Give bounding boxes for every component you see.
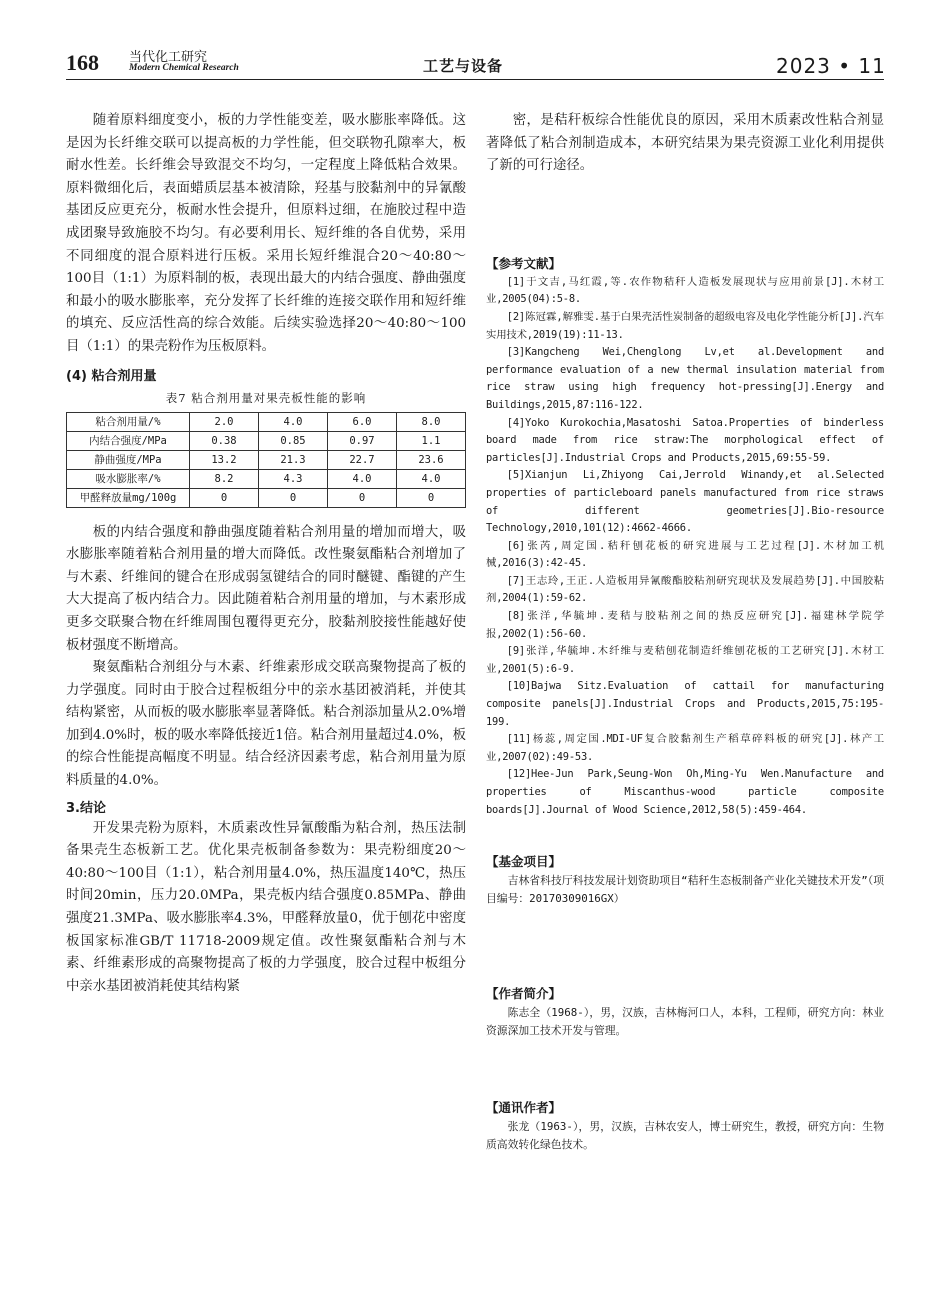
table-row bbox=[67, 431, 466, 450]
reference-item: [1]于文吉,马红霞,等.农作物秸秆人造板发展现状与应用前景[J].木材工业,2005(04):5-8. bbox=[486, 275, 884, 306]
reference-item: [8]张洋,华毓坤.麦秸与胶粘剂之间的热反应研究[J].福建林学院学报,2002(1):56-60. bbox=[486, 610, 884, 640]
table-cell: 22.7 bbox=[328, 450, 397, 469]
reference-item: [5]Xianjun Li,Zhiyong Cai,Jerrold Winandy,et al.Selected properties of particleboard panels manufactured from rice straws of different geometries[J].Bio-resource Technology,2010,101(12):4662-4666. bbox=[486, 469, 884, 535]
author-heading: 【作者简介】 bbox=[486, 986, 562, 1001]
paragraph-polyurethane: 聚氨酯粘合剂组分与木素、纤维素形成交联高聚物提高了板的力学强度。同时由于胶合过程板组分中的亲水基团被消耗，并使其结构紧密，从而板的吸水膨胀率显著降低。粘合剂添加量从2.0%增加到4.0%时，板的吸水率降低接近1倍。粘合剂用量超过4.0%，板的综合性能提高幅度不明显。结合经济因素考虑，粘合剂用量为原料质量的4.0%。 bbox=[66, 660, 466, 789]
page-number: 168 bbox=[66, 50, 99, 75]
table-cell: 内结合强度/MPa bbox=[67, 431, 190, 450]
journal-name-en: Modern Chemical Research bbox=[129, 63, 239, 73]
table-row bbox=[67, 412, 466, 431]
right-column bbox=[486, 110, 884, 1151]
table-cell: 粘合剂用量/% bbox=[67, 412, 190, 431]
table-cell: 吸水膨胀率/% bbox=[67, 469, 190, 488]
table-cell: 4.3 bbox=[259, 469, 328, 488]
paragraph-conclusion-continued: 密，是秸秆板综合性能优良的原因，采用木质素改性粘合剂显著降低了粘合剂制造成本，本研究结果为果壳资源工业化利用提供了新的可行途径。 bbox=[486, 113, 884, 174]
table-title: 表7 粘合剂用量对果壳板性能的影响 bbox=[165, 390, 367, 405]
subheading-adhesive-amount: (4) 粘合剂用量 bbox=[66, 368, 157, 384]
table-cell: 23.6 bbox=[397, 450, 466, 469]
table-cell: 8.2 bbox=[190, 469, 259, 488]
table-cell: 甲醛释放量mg/100g bbox=[67, 488, 190, 507]
table-cell: 21.3 bbox=[259, 450, 328, 469]
reference-item: [10]Bajwa Sitz.Evaluation of cattail for manufacturing composite panels[J].Industrial Crops and Products,2015,75:195-199. bbox=[486, 680, 884, 728]
page-header bbox=[0, 0, 950, 82]
table-cell: 1.1 bbox=[397, 431, 466, 450]
table-cell: 0 bbox=[328, 488, 397, 507]
references-heading: 【参考文献】 bbox=[486, 255, 562, 271]
table-cell: 8.0 bbox=[397, 412, 466, 431]
table-cell: 0 bbox=[397, 488, 466, 507]
table-cell: 6.0 bbox=[328, 412, 397, 431]
fund-heading: 【基金项目】 bbox=[486, 854, 562, 869]
paragraph-fineness: 随着原料细度变小，板的力学性能变差，吸水膨胀率降低。这是因为长纤维交联可以提高板的力学性能，但交联物孔隙率大，板耐水性差。长纤维会导致混交不均匀，一定程度上降低粘合效果。原料微细化后，表面蜡质层基本被清除，羟基与胶黏剂中的异氰酸基团反应更充分，板耐水性会提升，但原料过细，在施胶过程中造成团聚导致施胶不均匀。有必要利用长、短纤维的各自优势，采用不同细度的混合原料进行压板。采用长短纤维混合20～40:80～100目（1:1）为原料制的板，表现出最大的内结合强度、静曲强度和最小的吸水膨胀率，充分发挥了长纤维的连接交联作用和短纤维的填充、反应活性高的综合效能。后续实验选择20～40:80～100目（1:1）的果壳粉作为压板原料。 bbox=[66, 113, 466, 354]
references-section bbox=[486, 254, 884, 819]
table-row bbox=[67, 469, 466, 488]
author-text: 陈志全（1968-），男，汉族，吉林梅河口人，本科，工程师，研究方向：林业资源深加工技术开发与管理。 bbox=[486, 1006, 884, 1037]
header-rule bbox=[66, 79, 884, 80]
reference-item: [3]Kangcheng Wei,Chenglong Lv,et al.Development and performance evaluation of a new thermal insulation material from rice straw using high frequency hot-pressing[J].Energy and Buildings,2015,87:116-122. bbox=[486, 346, 884, 411]
table-cell: 2.0 bbox=[190, 412, 259, 431]
table-cell: 0.97 bbox=[328, 431, 397, 450]
journal-name-cn: 当代化工研究 bbox=[129, 50, 208, 65]
reference-item: [4]Yoko Kurokochia,Masatoshi Satoa.Properties of binderless board made from rice straw:The morphological effect of particles[J].Industrial Crops and Products,2015,69:55-59. bbox=[486, 416, 884, 464]
author-section bbox=[486, 984, 884, 1040]
reference-item: [11]杨蕊,周定国.MDI-UF复合胶黏剂生产稻草碎料板的研究[J].林产工业,2007(02):49-53. bbox=[486, 733, 884, 763]
issue-label: 2023 • 11 bbox=[776, 54, 886, 78]
corresponding-author-heading: 【通讯作者】 bbox=[486, 1100, 562, 1115]
table-cell: 0.38 bbox=[190, 431, 259, 450]
table-row bbox=[67, 450, 466, 469]
reference-item: [6]张芮,周定国.秸秆刨花板的研究进展与工艺过程[J].木材加工机械,2016(3):42-45. bbox=[486, 539, 884, 570]
section-title: 工艺与设备 bbox=[423, 57, 504, 75]
table-cell: 4.0 bbox=[259, 412, 328, 431]
reference-item: [2]陈冠霖,解雅雯.基于白果壳活性炭制备的超级电容及电化学性能分析[J].汽车实用技术,2019(19):11-13. bbox=[486, 310, 884, 341]
left-column bbox=[66, 110, 466, 998]
fund-text: 吉林省科技厅科技发展计划资助项目“秸秆生态板制备产业化关键技术开发”（项目编号：20170309016GX） bbox=[486, 874, 884, 905]
paragraph-adhesive-effect: 板的内结合强度和静曲强度随着粘合剂用量的增加而增大，吸水膨胀率随着粘合剂用量的增大而降低。改性聚氨酯粘合剂增加了与木素、纤维间的键合在形成弱氢键结合的同时醚键、酯键的产生大大提高了板内结合力。因此随着粘合剂用量的增加，与木素形成更多交联聚合物在纤维周围包覆得更充分，胶黏剂胶接性能越好使板材强度不断增高。 bbox=[66, 524, 466, 653]
reference-item: [9]张洋,华毓坤.木纤维与麦秸刨花制造纤维刨花板的工艺研究[J].木材工业,2001(5):6-9. bbox=[486, 645, 884, 675]
fund-section bbox=[486, 852, 884, 908]
table-7 bbox=[66, 412, 466, 508]
corresponding-author-text: 张龙（1963-），男，汉族，吉林农安人，博士研究生，教授，研究方向：生物质高效转化绿色技术。 bbox=[486, 1120, 884, 1151]
table-cell: 0.85 bbox=[259, 431, 328, 450]
reference-item: [7]王志玲,王正.人造板用异氰酸酯胶粘剂研究现状及发展趋势[J].中国胶粘剂,2004(1):59-62. bbox=[486, 574, 884, 605]
table-cell: 0 bbox=[259, 488, 328, 507]
reference-item: [12]Hee-Jun Park,Seung-Won Oh,Ming-Yu Wen.Manufacture and properties of Miscanthus-wood particle composite boards[J].Journal of Wood Science,2012,58(5):459-464. bbox=[486, 768, 884, 816]
table-cell: 0 bbox=[190, 488, 259, 507]
table-cell: 4.0 bbox=[397, 469, 466, 488]
table-cell: 静曲强度/MPa bbox=[67, 450, 190, 469]
table-cell: 4.0 bbox=[328, 469, 397, 488]
corresponding-author-section bbox=[486, 1098, 884, 1154]
table-row bbox=[67, 488, 466, 507]
table-cell: 13.2 bbox=[190, 450, 259, 469]
paragraph-conclusion: 开发果壳粉为原料，木质素改性异氰酸酯为粘合剂，热压法制备果壳生态板新工艺。优化果壳板制备参数为：果壳粉细度20～40:80～100目（1:1），粘合剂用量4.0%，热压温度140℃，热压时间20min，压力20.0MPa，果壳板内结合强度0.85MPa、静曲强度21.3MPa、吸水膨胀率4.3%，甲醛释放量0，优于刨花中密度板国家标准GB/T 11718-2009规定值。改性聚氨酯粘合剂与木素、纤维素形成的高聚物提高了板的力学强度，胶合过程中板组分中亲水基团被消耗使其结构紧 bbox=[66, 820, 466, 994]
heading-conclusion: 3.结论 bbox=[66, 800, 106, 816]
